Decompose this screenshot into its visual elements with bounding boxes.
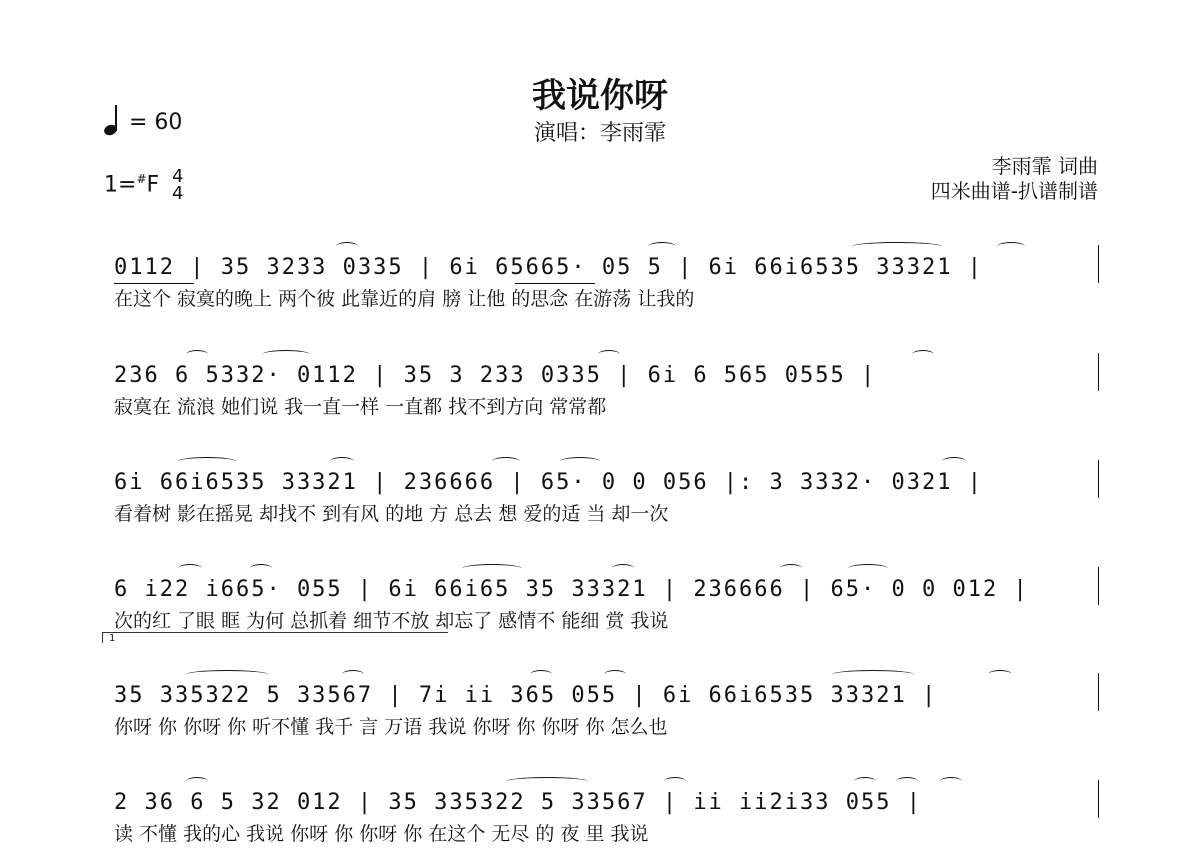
notation: 2 36 6 5 32 012 | 35 335322 5 33567 | ii ii2i33 055 | xyxy=(114,790,922,815)
score-line-2 xyxy=(110,348,1100,418)
notation: 6i 66i6535 33321 | 236666 | 65· 0 0 056 |: 3 3332· 0321 | xyxy=(114,470,983,495)
notation: 236 6 5332· 0112 | 35 3 233 0335 | 6i 6 565 0555 | xyxy=(114,363,877,388)
score-line-3 xyxy=(110,455,1100,525)
lyrics: 次的红 了眼 眶 为何 总抓着 细节不放 却忘了 感情不 能细 赏 我说 xyxy=(114,610,669,632)
sharp-symbol: # xyxy=(136,172,147,186)
key-prefix: 1= xyxy=(104,172,137,198)
key-signature xyxy=(104,172,159,197)
score-line-5 xyxy=(110,668,1100,738)
first-ending-bracket: 1 xyxy=(102,632,448,643)
key-note: F xyxy=(146,172,160,198)
singer-credit: 演唱：李雨霏 xyxy=(533,121,666,146)
time-signature xyxy=(172,168,183,202)
tempo-value: = 60 xyxy=(129,110,183,135)
credits xyxy=(931,154,1098,204)
score-line-1 xyxy=(110,240,1100,310)
notation: 6 i22 i665· 055 | 6i 66i65 35 33321 | 236666 | 65· 0 0 012 | xyxy=(114,577,1029,602)
transcriber: 四米曲谱-扒谱制谱 xyxy=(930,179,1098,203)
score-line-6 xyxy=(110,775,1100,845)
lyrics: 在这个 寂寞的晚上 两个彼 此靠近的肩 膀 让他 的思念 在游荡 让我的 xyxy=(114,288,695,310)
time-bottom: 4 xyxy=(172,183,184,204)
lyrics: 读 不懂 我的心 我说 你呀 你 你呀 你 在这个 无尽 的 夜 里 我说 xyxy=(114,823,649,845)
notation: 35 335322 5 33567 | 7i ii 365 055 | 6i 66i6535 33321 | xyxy=(114,683,938,708)
tempo-marking xyxy=(104,103,182,135)
quarter-note-icon xyxy=(104,103,122,135)
lyricist-composer: 李雨霏 词曲 xyxy=(991,154,1098,178)
score-line-4 xyxy=(110,562,1100,632)
lyrics: 寂寞在 流浪 她们说 我一直一样 一直都 找不到方向 常常都 xyxy=(114,396,607,418)
notation: 0112 | 35 3233 0335 | 6i 65665· 05 5 | 6i 66i6535 33321 | xyxy=(114,255,983,280)
time-top: 4 xyxy=(172,166,184,187)
lyrics: 看着树 影在摇晃 却找不 到有风 的地 方 总去 想 爱的适 当 却一次 xyxy=(114,503,669,525)
page-title: 我说你呀 xyxy=(532,76,668,116)
lyrics: 你呀 你 你呀 你 听不懂 我千 言 万语 我说 你呀 你 你呀 你 怎么也 xyxy=(114,716,668,738)
